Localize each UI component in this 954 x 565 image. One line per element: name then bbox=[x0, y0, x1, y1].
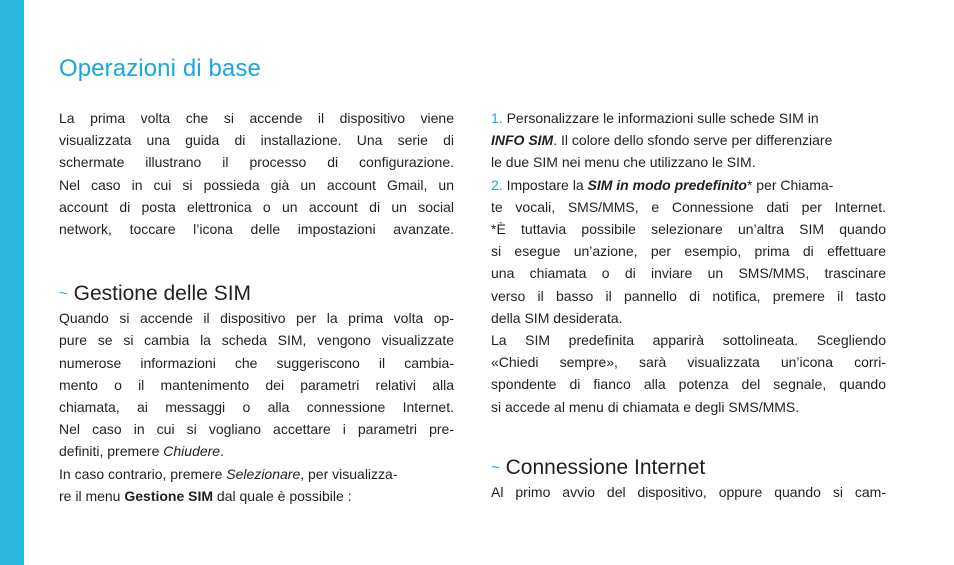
right-column bbox=[491, 107, 886, 503]
internet-section-heading bbox=[491, 455, 886, 481]
item1-line: le due SIM nei menu che utilizzano le SIM. bbox=[491, 154, 756, 171]
internet-heading-text: Connessione Internet bbox=[505, 455, 706, 479]
item2-line: «Chiedi sempre», sarà visualizzata un’icona corri- bbox=[491, 354, 886, 371]
item2-line: si esegue un’azione, per esempio, prima di effettuare bbox=[491, 243, 886, 260]
sim-line: numerose informazioni che suggeriscono il cambia- bbox=[59, 354, 454, 371]
selezionare-term: Selezionare bbox=[226, 465, 301, 482]
page-title: Operazioni di base bbox=[59, 55, 261, 82]
item1-line bbox=[491, 107, 886, 129]
item2-line: te vocali, SMS/MMS, e Connessione dati per Internet. bbox=[491, 198, 886, 215]
intro-paragraph bbox=[59, 107, 454, 240]
intro-line: visualizzata una guida di installazione. Una serie di bbox=[59, 132, 454, 149]
sim-line: Quando si accende il dispositivo per la prima volta op- bbox=[59, 310, 454, 327]
sidebar-accent-bar bbox=[0, 0, 24, 565]
sim-section-heading bbox=[59, 281, 454, 307]
intro-line: La prima volta che si accende il dispositivo viene bbox=[59, 110, 454, 126]
text-run: In caso contrario, premere bbox=[59, 465, 227, 482]
item2-line: *È tuttavia possibile selezionare un’altra SIM quando bbox=[491, 221, 886, 238]
intro-line: Nel caso in cui si possieda già un account Gmail, un bbox=[59, 176, 454, 193]
item2-line: si accede al menu di chiamata e degli SMS/MMS. bbox=[491, 398, 800, 415]
tilde-marker: ~ bbox=[59, 285, 68, 303]
list-item-2 bbox=[491, 174, 886, 418]
left-column bbox=[59, 107, 454, 507]
text-run: , per visualizza- bbox=[300, 465, 398, 482]
sim-line-selezionare bbox=[59, 463, 454, 485]
text-run: . bbox=[220, 443, 224, 460]
item2-line: spondente di fianco alla potenza del segnale, quando bbox=[491, 376, 886, 393]
info-sim-term: INFO SIM bbox=[491, 132, 554, 149]
item2-line bbox=[491, 174, 886, 196]
list-item-1 bbox=[491, 107, 886, 174]
tilde-marker: ~ bbox=[491, 458, 500, 476]
sim-line: Nel caso in cui si vogliano accettare i parametri pre- bbox=[59, 421, 454, 438]
sim-line-chiudere bbox=[59, 440, 454, 462]
sim-heading-text: Gestione delle SIM bbox=[73, 282, 252, 306]
sim-predefinito-term: SIM in modo predefinito bbox=[587, 176, 747, 193]
intro-line: schermate illustrano il processo di configurazione. bbox=[59, 154, 454, 171]
sim-line: chiamata, ai messaggi o alla connessione Internet. bbox=[59, 399, 454, 416]
text-run: Impostare la bbox=[502, 176, 588, 193]
sim-paragraph bbox=[59, 307, 454, 507]
intro-line: account di posta elettronica o un account di un social bbox=[59, 198, 454, 215]
gestione-sim-term: Gestione SIM bbox=[124, 487, 214, 504]
item2-line: verso il basso il pannello di notifica, premere il tasto bbox=[491, 287, 886, 304]
chiudere-term: Chiudere bbox=[163, 443, 221, 460]
text-run: Personalizzare le informazioni sulle schede SIM in bbox=[502, 110, 819, 126]
item2-line: La SIM predefinita apparirà sottolineata. Scegliendo bbox=[491, 332, 886, 349]
item-number: 1. bbox=[491, 110, 503, 126]
text-run: . Il colore dello sfondo serve per differenziare bbox=[553, 132, 833, 149]
internet-line: Al primo avvio del dispositivo, oppure quando si cam- bbox=[491, 483, 886, 500]
text-run: dal quale è possibile : bbox=[213, 487, 352, 504]
item2-line: una chiamata o di inviare un SMS/MMS, trascinare bbox=[491, 265, 886, 282]
sim-line: mento o il mantenimento dei parametri relativi alla bbox=[59, 376, 454, 393]
text-run: definiti, premere bbox=[59, 443, 164, 460]
item1-line bbox=[491, 129, 886, 151]
sim-line: pure se si cambia la scheda SIM, vengono visualizzate bbox=[59, 332, 454, 349]
item2-line: della SIM desiderata. bbox=[491, 309, 623, 326]
intro-line: network, toccare l’icona delle impostazioni avanzate. bbox=[59, 221, 454, 238]
item-number: 2. bbox=[491, 176, 503, 193]
text-run: re il menu bbox=[59, 487, 125, 504]
sim-line-menu bbox=[59, 485, 454, 507]
text-run: * per Chiama- bbox=[746, 176, 834, 193]
